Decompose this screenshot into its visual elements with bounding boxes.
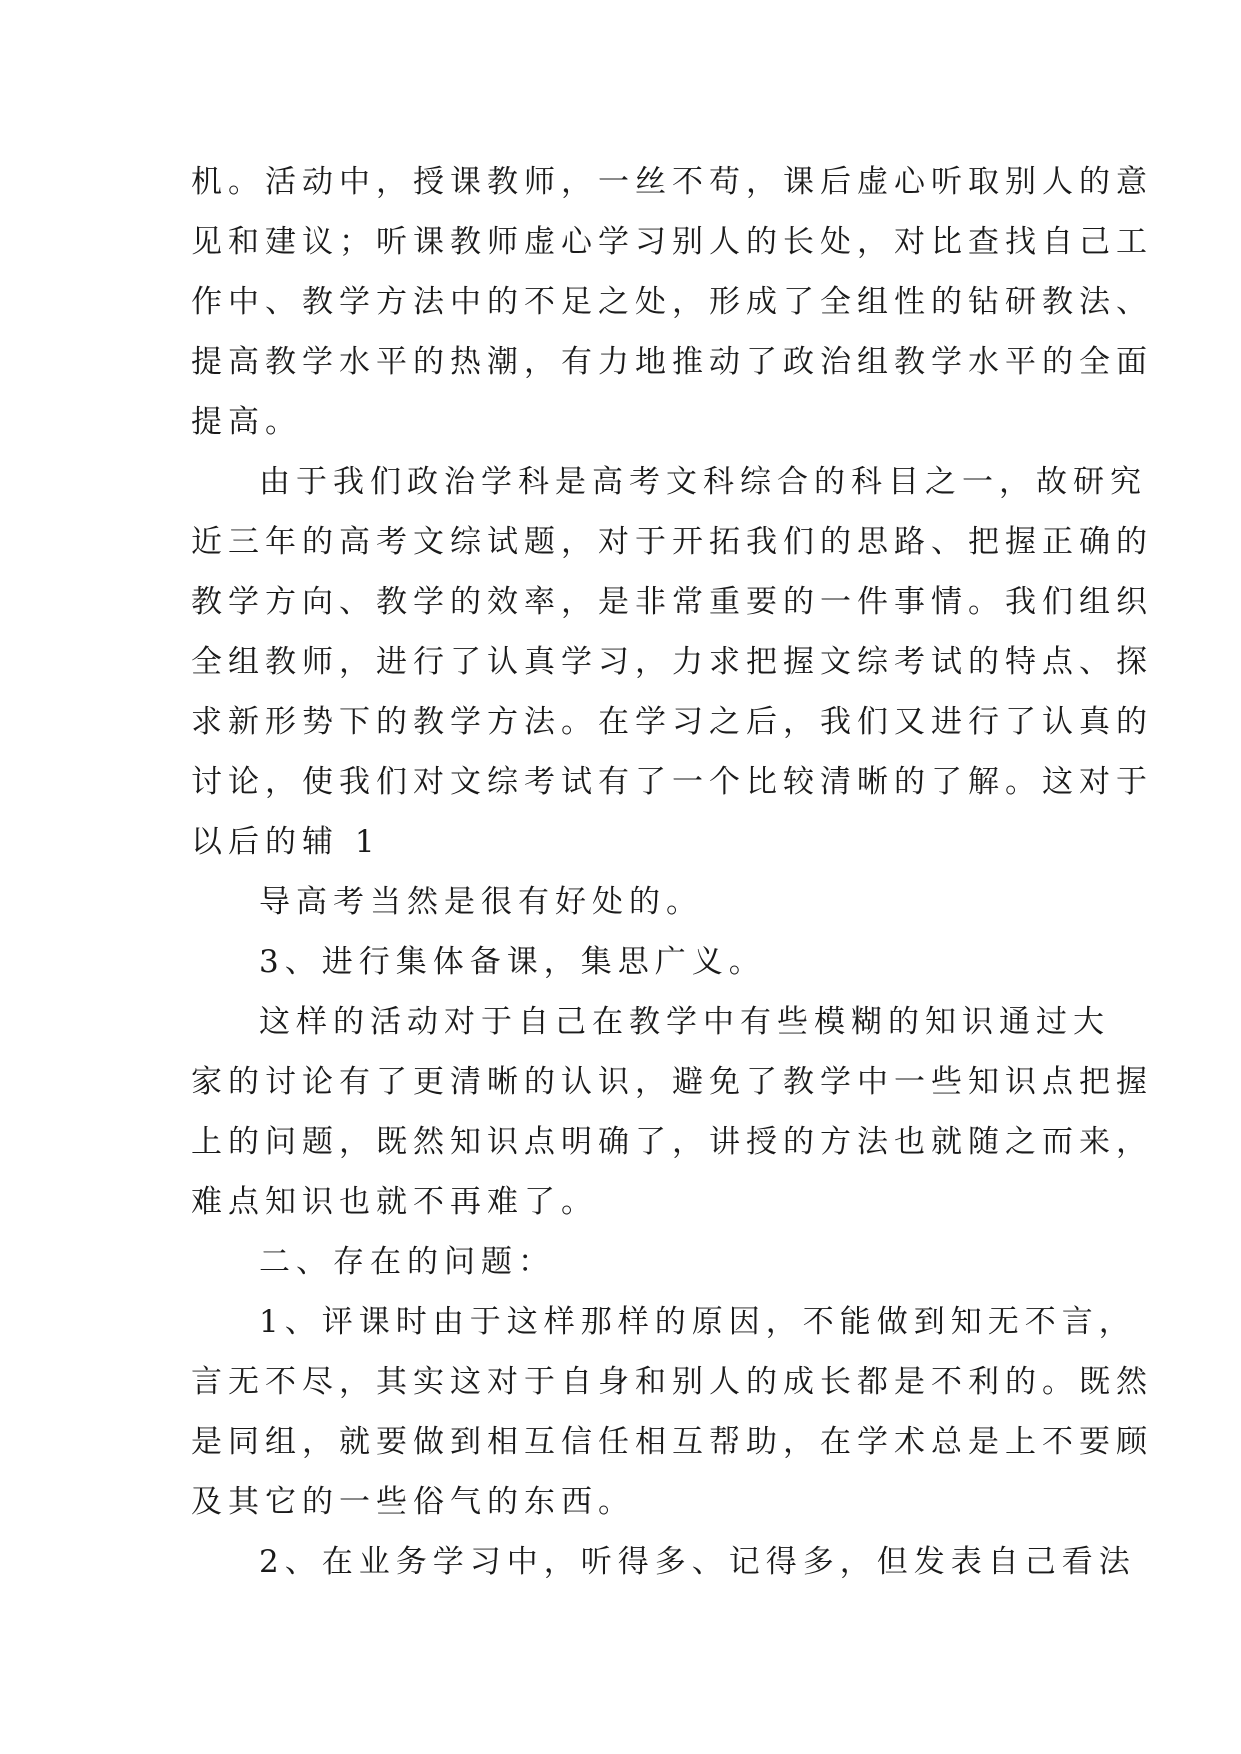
text-line: 言无不尽，其实这对于自身和别人的成长都是不利的。既然 <box>191 1364 1153 1400</box>
text-line: 难点知识也就不再难了。 <box>191 1184 598 1220</box>
text-line: 近三年的高考文综试题，对于开拓我们的思路、把握正确的 <box>191 524 1153 560</box>
paragraph-start-line: 1、评课时由于这样那样的原因，不能做到知无不言， <box>259 1304 1136 1340</box>
section-heading-line: 3、进行集体备课，集思广义。 <box>259 944 766 980</box>
text-line: 家的讨论有了更清晰的认识，避免了教学中一些知识点把握 <box>191 1064 1153 1100</box>
paragraph-start-line: 由于我们政治学科是高考文科综合的科目之一，故研究 <box>259 464 1147 500</box>
text-line: 是同组，就要做到相互信任相互帮助，在学术总是上不要顾 <box>191 1424 1153 1460</box>
text-line: 提高。 <box>191 404 302 440</box>
paragraph-start-line: 2、在业务学习中，听得多、记得多，但发表自己看法 <box>259 1544 1136 1580</box>
document-body <box>191 152 1153 1592</box>
text-line: 讨论，使我们对文综考试有了一个比较清晰的了解。这对于 <box>191 764 1153 800</box>
paragraph-start-line: 这样的活动对于自己在教学中有些模糊的知识通过大 <box>259 1004 1110 1040</box>
paragraph-start-line: 导高考当然是很有好处的。 <box>259 884 703 920</box>
text-line: 全组教师，进行了认真学习，力求把握文综考试的特点、探 <box>191 644 1153 680</box>
text-line: 教学方向、教学的效率，是非常重要的一件事情。我们组织 <box>191 584 1153 620</box>
text-line: 提高教学水平的热潮，有力地推动了政治组教学水平的全面 <box>191 344 1153 380</box>
section-heading-line: 二、存在的问题： <box>259 1244 555 1280</box>
text-line: 见和建议；听课教师虚心学习别人的长处，对比查找自己工 <box>191 224 1153 260</box>
text-line: 作中、教学方法中的不足之处，形成了全组性的钻研教法、 <box>191 284 1153 320</box>
text-line: 上的问题，既然知识点明确了，讲授的方法也就随之而来， <box>191 1124 1153 1160</box>
text-line: 机。活动中，授课教师，一丝不苟，课后虚心听取别人的意 <box>191 164 1153 200</box>
text-line: 以后的辅 1 <box>191 824 381 860</box>
text-line: 及其它的一些俗气的东西。 <box>191 1484 635 1520</box>
text-line: 求新形势下的教学方法。在学习之后，我们又进行了认真的 <box>191 704 1153 740</box>
